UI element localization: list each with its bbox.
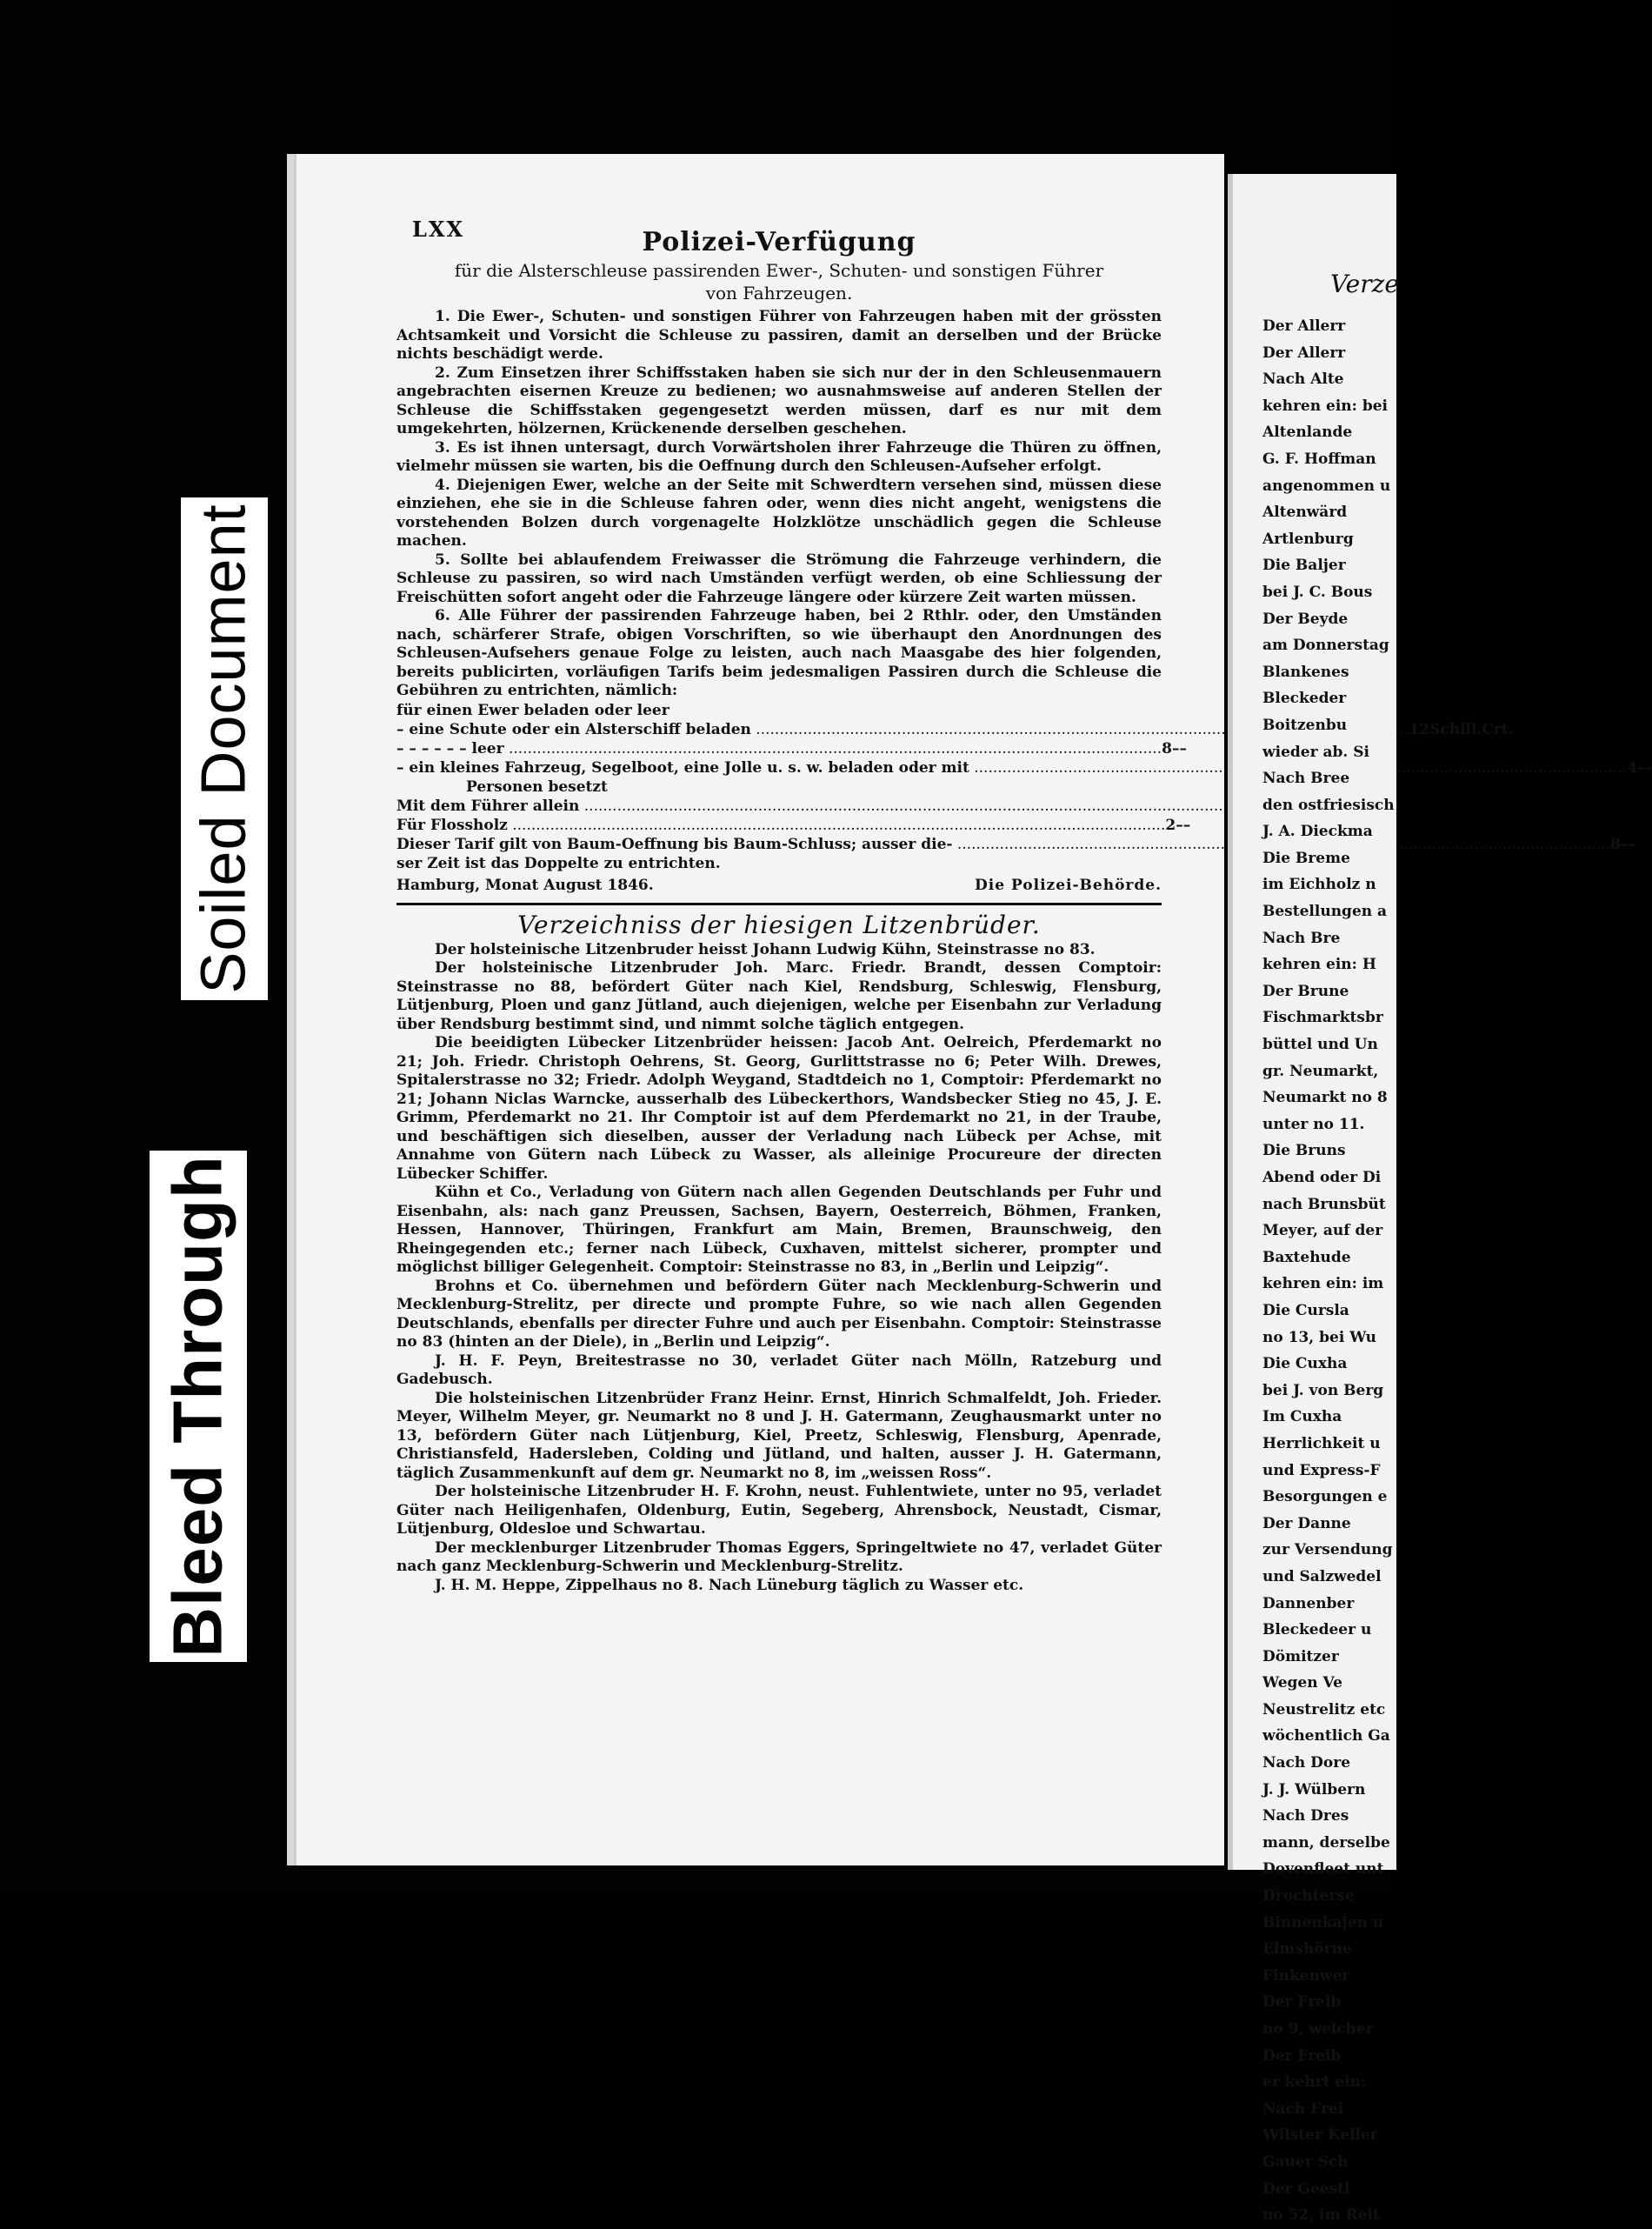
adjacent-page-line: no 52, im Reit — [1262, 2206, 1380, 2225]
place-date: Hamburg, Monat August 1846. — [396, 876, 654, 894]
regulation-paragraph: 4. Diejenigen Ewer, welche an der Seite mit Schwerdtern versehen sind, müssen diese einziehen, ehe sie in die Schleuse fahren oder, wenn dies nicht angeht, wenigstens die vorstehenden Bolzen durch vorgenagelte Holzklötze unschädlich gegen die Schleuse machen. — [396, 476, 1162, 550]
adjacent-page-line: Der Beyde — [1262, 610, 1349, 628]
regulation-paragraph: 5. Sollte bei ablaufendem Freiwasser die Strömung die Fahrzeuge verhindern, die Schleuse zu passiren, so wird nach Umständen verfügt werden, ob eine Schliessung der Freischütten sofort angeht oder die Fahrzeuge längere oder kürzere Zeit warten müssen. — [396, 551, 1162, 606]
adjacent-page-line: Altenwärd — [1262, 504, 1348, 522]
adjacent-page-line: Im Cuxha — [1262, 1408, 1342, 1426]
adjacent-page-line: Die Baljer — [1262, 557, 1346, 575]
adjacent-page-line: Dömitzer — [1262, 1647, 1339, 1665]
subtitle-line: für die Alsterschleuse passirenden Ewer-, Schuten- und sonstigen Führer — [454, 260, 1104, 281]
adjacent-page-line: Die Breme — [1262, 849, 1350, 867]
adjacent-page-line: Bleckeder — [1262, 690, 1347, 708]
page-title: Polizei-Verfügung — [642, 227, 916, 257]
adjacent-page-line: wöchentlich Ga — [1262, 1727, 1390, 1745]
adjacent-page-line: Nach Bree — [1262, 770, 1350, 788]
adjacent-page-line: J. J. Wülbern — [1262, 1780, 1366, 1799]
registry-entry-final: J. H. M. Heppe, Zippelhaus no 8. Nach Lüneburg täglich zu Wasser etc. — [435, 1576, 1024, 1594]
adjacent-page-line: Meyer, auf der — [1262, 1222, 1383, 1240]
adjacent-page-line: angenommen u — [1262, 477, 1391, 495]
adjacent-page-line: Dovenfleet unt — [1262, 1860, 1384, 1879]
adjacent-page-line: Bleckedeer u — [1262, 1621, 1372, 1639]
registry-entry: J. H. F. Peyn, Breitestrasse no 30, verladet Güter nach Mölln, Ratzeburg und Gadebusch. — [396, 1351, 1162, 1388]
adjacent-page-line: und Express-F — [1262, 1461, 1381, 1479]
adjacent-page-line: Wegen Ve — [1262, 1674, 1342, 1692]
adjacent-page-line: Herrlichkeit u — [1262, 1434, 1381, 1452]
adjacent-page-line: Der Allerr — [1262, 344, 1346, 362]
adjacent-page-line: büttel und Un — [1262, 1036, 1378, 1054]
adjacent-page-line: J. A. Dieckma — [1262, 823, 1373, 841]
adjacent-page-line: Die Bruns — [1262, 1142, 1346, 1160]
adjacent-page-line: Bestellungen a — [1262, 903, 1388, 921]
fee-row: – eine Schute oder ein Alsterschiff beladen ..... 12 Schill. Crt. — [396, 720, 1162, 739]
adjacent-page-line: Elmshörne — [1262, 1940, 1352, 1959]
adjacent-page-line: Der Brune — [1262, 982, 1349, 1000]
adjacent-page-line: Nach Frei — [1262, 2099, 1344, 2118]
adjacent-page-line: Artlenburg — [1262, 530, 1354, 548]
adjacent-page-line: Nach Dore — [1262, 1754, 1351, 1772]
regulation-paragraph: 2. Zum Einsetzen ihrer Schiffsstaken haben sie sich nur der in den Schleusenmauern angebrachten eisernen Kreuze zu bedienen; wo ausnahmsweise auf anderen Stellen der Schleuse die Schiffsstaken gegengesetzt werden müssen, darf es nur mit dem umgekehrten, hölzernen, Krückenende derselben geschehen. — [396, 364, 1162, 437]
fee-row: Dieser Tarif gilt von Baum-Oeffnung bis Baum-Schluss; ausser die- ..... 8 – – — [396, 835, 1162, 854]
page-subtitle — [396, 259, 1162, 304]
registry-entry: Die holsteinischen Litzenbrüder Franz Heinr. Ernst, Hinrich Schmalfeldt, Joh. Frieder. Meyer, Wilhelm Meyer, gr. Neumarkt no 8 und J. H. Gatermann, Zeughausmarkt unter no 13, befördern Güter nach Lütjenburg, Kiel, Preetz, Schleswig, Flensburg, Apenrade, Christiansfeld, Hadersleben, Colding und Jütland, und halten, ausser J. H. Gatermann, täglich Zusammenkunft auf dem gr. Neumarkt no 8, im „weissen Ross“. — [396, 1389, 1162, 1482]
fee-intro: für einen Ewer beladen oder leer — [396, 701, 669, 719]
adjacent-page-line: Nach Bre — [1262, 929, 1341, 947]
registry-entry: Der holsteinische Litzenbruder Joh. Marc. Friedr. Brandt, dessen Comptoir: Steinstrasse no 88, befördert Güter nach Kiel, Rendsburg, Schleswig, Flensburg, Lütjenburg, Ploen und ganz Jütland, auch diejenigen, welche per Eisenbahn zur Verladung über Rendsburg bestimmt sind, und nimmt solche täglich entgegen. — [396, 959, 1162, 1033]
adjacent-page-line: Baxtehude — [1262, 1248, 1351, 1266]
adjacent-page-line: Die Cursla — [1262, 1301, 1349, 1319]
adjacent-page-line: kehren ein: im — [1262, 1275, 1384, 1293]
adjacent-page-line: bei J. C. Bous — [1262, 583, 1373, 601]
adjacent-page-line: Altenlande — [1262, 424, 1353, 442]
adjacent-page-line: Besorgungen e — [1262, 1488, 1388, 1506]
registry-entry: Der holsteinische Litzenbruder heisst Johann Ludwig Kühn, Steinstrasse no 83. — [435, 940, 1096, 958]
adjacent-page-line: Boitzenbu — [1262, 716, 1348, 734]
adjacent-page-line: im Eichholz n — [1262, 876, 1376, 894]
adjacent-page-line: Drochterse — [1262, 1887, 1355, 1905]
registry-entry: Brohns et Co. übernehmen und befördern Güter nach Mecklenburg-Schwerin und Mecklenburg-Strelitz, per directe und prompte Fuhre, so wie nach allen Gegenden Deutschlands, ebenfalls per directer Fuhre und auch per Eisenbahn. Comptoir: Steinstrasse no 83 (hinten an der Diele), in „Berlin und Leipzig“. — [396, 1277, 1162, 1351]
fee-row: Mit dem Führer allein ..... — [396, 797, 1162, 816]
authority-signature: Die Polizei-Behörde. — [975, 876, 1162, 894]
adjacent-page-line: gr. Neumarkt, — [1262, 1062, 1379, 1080]
adjacent-page-line: nach Brunsbüt — [1262, 1195, 1386, 1213]
adjacent-page-lines — [1262, 313, 1610, 2229]
registry-entry: Der holsteinische Litzenbruder H. F. Krohn, neust. Fuhlentwiete, unter no 95, verladet Güter nach Heiligenhafen, Oldenburg, Eutin, Segeberg, Ahrensbock, Neustadt, Cismar, Lütjenburg, Oldesloe und Schwartau. — [396, 1483, 1162, 1538]
adjacent-page-line: Der Freib — [1262, 1993, 1342, 2012]
adjacent-page-line: Der Geestl — [1262, 2179, 1350, 2198]
adjacent-page-line: er kehrt ein: — [1262, 2073, 1367, 2092]
adjacent-page-line: Dannenber — [1262, 1594, 1355, 1612]
adjacent-page-line: Der Allerr — [1262, 317, 1346, 335]
page-folio: LXX — [412, 217, 465, 242]
fee-subline: Personen besetzt — [466, 777, 608, 796]
registry-entry: Die beeidigten Lübecker Litzenbrüder heissen: Jacob Ant. Oelreich, Pferdemarkt no 21; Joh. Friedr. Christoph Oehrens, St. Georg, Gurlittstrasse no 6; Peter Wilh. Drewes, Spitalerstrasse no 32; Friedr. Adolph Weygand, Stadtdeich no 1, Comptoir: Pferdemarkt no 21; Johann Niclas Warncke, ausserhalb des Lübeckerthors, Wandsbecker Stieg no 45, J. E. Grimm, Pferdemarkt no 21. Ihr Comptoir ist auf dem Pferdemarkt no 21, in der Traube, und beschäftigen sich dieselben, ausser der Verladung nach Lübeck per Achse, mit Annahme von Gütern nach Lübeck zu Wasser, als alleinige Procureure der directen Lübecker Schiffer. — [396, 1034, 1162, 1183]
adjacent-page-line: und Salzwedel — [1262, 1567, 1382, 1585]
adjacent-page-line: den ostfriesisch — [1262, 796, 1395, 814]
fee-row: – ein kleines Fahrzeug, Segelboot, eine Jolle u. s. w. beladen oder mit ..... 4 – – — [396, 758, 1162, 777]
adjacent-page-line: kehren ein: bei — [1262, 397, 1388, 415]
fee-row: Für Flossholz ..... 2 – – — [396, 816, 1162, 835]
adjacent-page-line: Abend oder Di — [1262, 1169, 1382, 1186]
adjacent-page-line: no 9, welcher — [1262, 2020, 1374, 2038]
adjacent-page-line: zur Versendung — [1262, 1541, 1393, 1559]
section-title: Verzeichniss der hiesigen Litzenbrüder. — [517, 910, 1041, 939]
adjacent-page-line: Blankenes — [1262, 663, 1349, 681]
section-divider — [396, 903, 1162, 905]
adjacent-page-line: unter no 11. — [1262, 1115, 1365, 1133]
adjacent-page-line: Neumarkt no 8 — [1262, 1089, 1388, 1107]
soiled-document-label: Soiled Document — [181, 497, 268, 1000]
adjacent-page-line: Nach Dres — [1262, 1807, 1349, 1825]
adjacent-page-line: Finkenwer — [1262, 1966, 1350, 1985]
regulation-paragraph: 1. Die Ewer-, Schuten- und sonstigen Führer von Fahrzeugen haben mit der grössten Achtsamkeit und Vorsicht die Schleuse zu passiren, damit an derselben und der Brücke nichts beschädigt werde. — [396, 308, 1162, 363]
adjacent-page-line: kehren ein: H — [1262, 956, 1376, 974]
adjacent-page-line: bei J. von Berg — [1262, 1381, 1384, 1399]
adjacent-page-line: G. F. Hoffman — [1262, 450, 1376, 468]
registry-entry: Kühn et Co., Verladung von Gütern nach allen Gegenden Deutschlands per Fuhr und Eisenbahn, als: nach ganz Preussen, Sachsen, Bayern, Oesterreich, Böhmen, Franken, Hessen, Hannover, Thüringen, Frankfurt am Main, Bremen, Braunschweig, den Rheingegenden etc.; ferner nach Lübeck, Cuxhaven, mittelst sicherer, prompter und möglichst billiger Gelegenheit. Comptoir: Steinstrasse no 83, in „Berlin und Leipzig“. — [396, 1184, 1162, 1276]
adjacent-page-line: Binnenkajen u — [1262, 1913, 1384, 1932]
adjacent-page-line: mann, derselbe — [1262, 1833, 1390, 1852]
fee-note: ser Zeit ist das Doppelte zu entrichten. — [396, 854, 721, 872]
signature-row — [396, 875, 1162, 896]
adjacent-page-line: Wilster Keller — [1262, 2126, 1378, 2145]
bleed-through-label: Bleed Through — [150, 1151, 247, 1662]
adjacent-page-line: Nach Alte — [1262, 370, 1344, 389]
adjacent-page-line: am Donnerstag — [1262, 637, 1389, 655]
adjacent-page-line: Der Danne — [1262, 1514, 1351, 1532]
adjacent-page-line: wieder ab. Si — [1262, 743, 1369, 761]
regulation-paragraph: 3. Es ist ihnen untersagt, durch Vorwärtsholen ihrer Fahrzeuge die Thüren zu öffnen, vielmehr müssen sie warten, bis die Oeffnung durch den Schleusen-Aufseher erfolgt. — [396, 438, 1162, 475]
adjacent-page-line: no 13, bei Wu — [1262, 1328, 1376, 1346]
adjacent-page-line: Fischmarktsbr — [1262, 1009, 1383, 1027]
adjacent-page — [1228, 174, 1399, 2225]
adjacent-page-line: Gauer Sch — [1262, 2152, 1349, 2171]
adjacent-page-heading: Verze — [1330, 270, 1399, 298]
subtitle-line: von Fahrzeugen. — [705, 283, 853, 304]
adjacent-page-line: Die Cuxha — [1262, 1355, 1348, 1373]
adjacent-page-line: Neustrelitz etc — [1262, 1700, 1386, 1718]
fee-row: – – – – – – leer ..... 8 – – — [396, 739, 1162, 758]
regulation-paragraph: 6. Alle Führer der passirenden Fahrzeuge haben, bei 2 Rthlr. oder, den Umständen nach, schärferer Strafe, obigen Vorschriften, so wie überhaupt den Anordnungen des Schleusen-Aufsehers genaue Folge zu leisten, auch nach Maasgabe des hier folgenden, bereits publicirten, vorläufigen Tarifs beim jedesmaligen Passiren durch die Schleuse die Gebühren zu entrichten, nämlich: — [396, 607, 1162, 699]
registry-entry: Der mecklenburger Litzenbruder Thomas Eggers, Springeltwiete no 47, verladet Güter nach ganz Mecklenburg-Schwerin und Mecklenburg-Strelitz. — [396, 1538, 1162, 1575]
adjacent-page-line: Der Freib — [1262, 2046, 1342, 2065]
